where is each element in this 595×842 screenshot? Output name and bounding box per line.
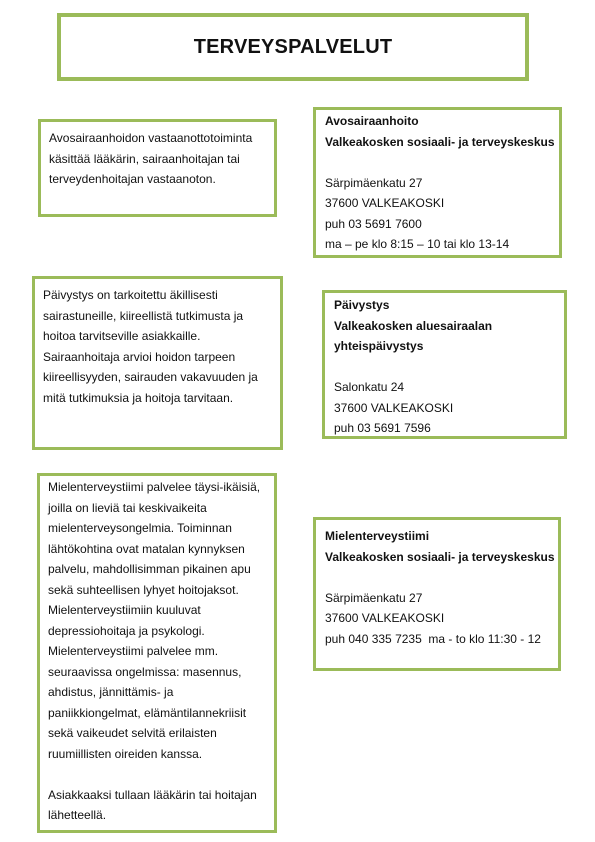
contact-phone: puh 03 5691 7596: [334, 421, 431, 435]
description-line: Avosairaanhoidon vastaanottotoiminta: [49, 131, 253, 145]
avosairaanhoito-contact-box: [313, 107, 562, 258]
description-line: Mielenterveystiimi palvelee mm.: [48, 644, 219, 658]
description-line: palvelu, mahdollisimman pikainen apu: [48, 562, 251, 576]
description-line: lähetteellä.: [48, 808, 107, 822]
contact-heading: Mielenterveystiimi: [325, 529, 430, 543]
description-line: kiireellisyyden, sairauden vakavuuden ja: [43, 370, 258, 384]
avosairaanhoito-description-box: [38, 119, 277, 217]
contact-address: Särpimäenkatu 27: [325, 175, 423, 190]
contact-heading: Päivystys: [334, 298, 390, 312]
paivystys-contact-box: [322, 290, 567, 439]
contact-address: Salonkatu 24: [334, 380, 405, 394]
mielenterveystiimi-contact-box: [313, 517, 561, 671]
contact-postal: 37600 VALKEAKOSKI: [325, 611, 445, 625]
description-line: depressiohoitaja ja psykologi.: [48, 623, 205, 638]
contact-hours: ma – pe klo 8:15 – 10 tai klo 13-14: [325, 237, 510, 251]
description-line: Sairaanhoitaja arvioi hoidon tarpeen: [43, 349, 236, 364]
description-line: mielenterveysongelmia. Toiminnan: [48, 521, 232, 535]
contact-phone: puh 03 5691 7600: [325, 216, 422, 231]
description-line: lähtökohtina ovat matalan kynnyksen: [48, 541, 245, 556]
description-line: sekä suhteellisen lyhyet hoitojaksot.: [48, 582, 239, 597]
description-line: sekä vaikeudet selvitä erilaisten: [48, 726, 217, 740]
description-line: joilla on lieviä tai keskivaikeita: [48, 500, 207, 515]
paivystys-description-box: [32, 276, 283, 450]
description-line: mitä tutkimuksia ja hoitoja tarvitaan.: [43, 390, 234, 405]
description-line: Mielenterveystiimi palvelee täysi-ikäisiä,: [48, 480, 261, 494]
contact-heading: Valkeakosken sosiaali- ja terveyskeskus: [325, 549, 555, 564]
description-line: käsittää lääkärin, sairaanhoitajan tai: [49, 151, 240, 166]
title-box: [57, 13, 529, 81]
description-line: sairastuneille, kiireellistä tutkimusta ja: [43, 308, 244, 323]
description-line: seuraavissa ongelmissa: masennus,: [48, 664, 242, 679]
mielenterveystiimi-description-box: [37, 473, 277, 833]
contact-heading: Avosairaanhoito: [325, 114, 419, 128]
contact-address: Särpimäenkatu 27: [325, 590, 423, 605]
contact-postal: 37600 VALKEAKOSKI: [334, 400, 454, 415]
contact-heading: Valkeakosken sosiaali- ja terveyskeskus: [325, 134, 555, 149]
contact-postal: 37600 VALKEAKOSKI: [325, 196, 445, 210]
contact-heading: Valkeakosken aluesairaalan: [334, 318, 493, 333]
description-line: paniikkiongelmat, elämäntilannekriisit: [48, 705, 247, 720]
description-line: terveydenhoitajan vastaanoton.: [49, 172, 216, 186]
description-line: Päivystys on tarkoitettu äkillisesti: [43, 288, 218, 302]
contact-heading: yhteispäivystys: [334, 339, 424, 353]
description-line: Asiakkaaksi tullaan lääkärin tai hoitajan: [48, 787, 257, 802]
description-line: ruumiillisten oireiden kanssa.: [48, 746, 203, 761]
description-line: ahdistus, jännittämis- ja: [48, 685, 174, 699]
contact-phone-hours: puh 040 335 7235 ma - to klo 11:30 - 12: [325, 631, 541, 646]
description-line: Mielenterveystiimiin kuuluvat: [48, 603, 201, 617]
description-line: hoitoa tarvitseville asiakkaille.: [43, 329, 201, 343]
page-title: TERVEYSPALVELUT: [193, 35, 393, 58]
